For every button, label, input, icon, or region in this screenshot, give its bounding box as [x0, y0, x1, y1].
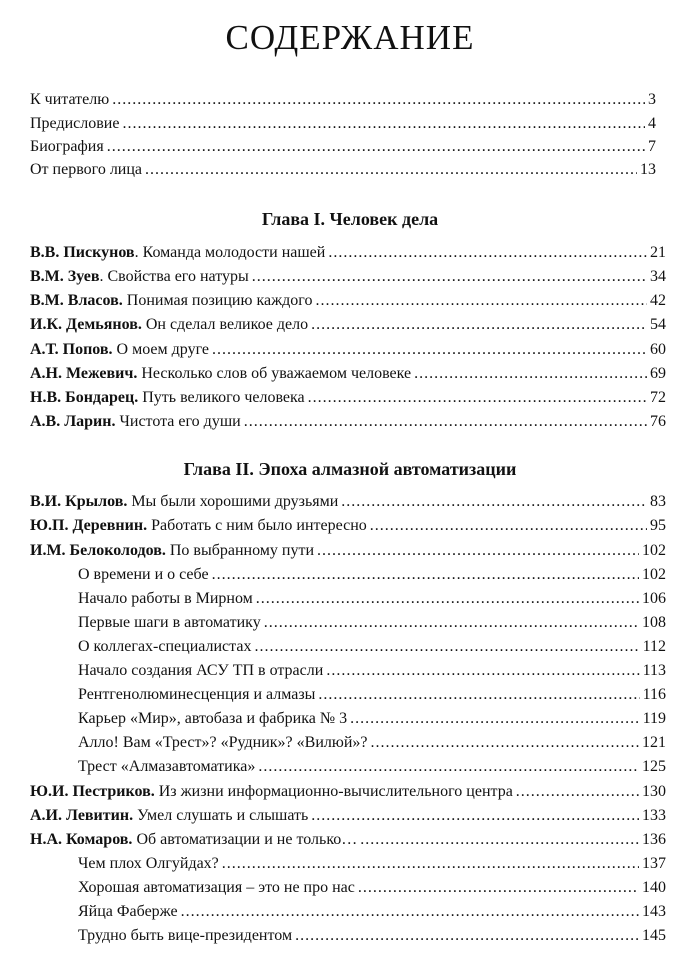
entry-label: [30, 266, 249, 288]
entry-label: [30, 314, 308, 336]
toc-entry: [0, 387, 700, 409]
dot-leader: [122, 113, 645, 135]
entry-title: Биография: [30, 138, 104, 155]
entry-title: К читателю: [30, 91, 110, 108]
entry-author: И.М. Белоколодов.: [30, 542, 166, 559]
entry-title: Из жизни информационно-вычислительного центра: [154, 783, 513, 800]
entry-label: [30, 89, 109, 111]
toc-entry: [0, 684, 700, 706]
entry-label: [30, 829, 357, 851]
dot-leader: [112, 89, 645, 111]
toc-entry: [0, 266, 700, 288]
dot-leader: [212, 339, 647, 361]
page-number: 21: [650, 244, 666, 261]
dot-leader: [181, 901, 639, 923]
entry-label: [78, 660, 323, 682]
page-number: 102: [642, 566, 666, 583]
entry-label: [78, 925, 292, 947]
entry-label: [78, 588, 253, 610]
dot-leader: [328, 242, 647, 264]
chapter-heading: Глава II. Эпоха алмазной автоматизации: [183, 459, 517, 479]
entry-label: [30, 339, 209, 361]
entry-title: Карьер «Мир», автобаза и фабрика № 3: [78, 710, 348, 727]
entry-title: Чистота его души: [115, 413, 241, 430]
entry-title: Мы были хорошими друзьями: [127, 493, 339, 510]
entry-title: Трудно быть вице-президентом: [78, 927, 293, 944]
dot-leader: [244, 411, 647, 433]
page-number: 95: [650, 517, 666, 534]
page-number: 143: [642, 903, 666, 920]
dot-leader: [350, 708, 640, 730]
toc-entry: [0, 290, 700, 312]
toc-entry: [0, 853, 700, 875]
dot-leader: [370, 732, 639, 754]
toc-entry: [0, 781, 700, 803]
toc-entry: [0, 708, 700, 730]
entry-title: Понимая позицию каждого: [122, 292, 313, 309]
entry-author: А.Н. Межевич.: [30, 365, 138, 382]
entry-author: В.И. Крылов.: [30, 493, 128, 510]
page-number: 7: [648, 138, 656, 155]
entry-label: [30, 242, 325, 264]
entry-title: Яйца Фаберже: [78, 903, 178, 920]
dot-leader: [256, 588, 639, 610]
entry-author: В.В. Пискунов: [30, 244, 135, 261]
entry-title: Алло! Вам «Трест»? «Рудник»? «Вилюй»?: [78, 734, 368, 751]
toc-entry: [0, 925, 700, 947]
entry-author: А.Т. Попов.: [30, 341, 113, 358]
page-number: 133: [642, 807, 666, 824]
dot-leader: [107, 136, 645, 158]
dot-leader: [414, 363, 647, 385]
page-number: 76: [650, 413, 666, 430]
page-number: 145: [642, 927, 666, 944]
entry-author: В.М. Власов.: [30, 292, 123, 309]
page-title: СОДЕРЖАНИЕ: [225, 18, 475, 57]
entry-label: [78, 853, 219, 875]
entry-label: [30, 136, 104, 158]
toc-entry: [0, 89, 700, 111]
entry-title: . Команда молодости нашей: [134, 244, 326, 261]
chapter-heading: Глава I. Человек дела: [261, 209, 439, 229]
entry-label: [30, 363, 411, 385]
entry-author: Н.В. Бондарец.: [30, 389, 139, 406]
toc-entry: [0, 159, 700, 181]
entry-title: Предисловие: [30, 115, 120, 132]
entry-label: [30, 411, 241, 433]
page-number: 136: [642, 831, 666, 848]
entry-label: [78, 732, 367, 754]
toc-entry: [0, 732, 700, 754]
toc-entry: [0, 491, 700, 513]
entry-title: Первые шаги в автоматику: [78, 614, 261, 631]
toc-entry: [0, 136, 700, 158]
page-number: 102: [642, 542, 666, 559]
entry-title: От первого лица: [30, 161, 143, 178]
page-number: 13: [640, 161, 656, 178]
entry-title: Начало работы в Мирном: [78, 590, 253, 607]
toc-entry: [0, 877, 700, 899]
page-number: 34: [650, 268, 666, 285]
entry-label: [78, 684, 315, 706]
entry-title: О коллегах-специалистах: [78, 638, 252, 655]
entry-title: Работать с ним было интересно: [147, 517, 367, 534]
page-number: 130: [642, 783, 666, 800]
entry-title: Трест «Алмазавтоматика»: [78, 758, 256, 775]
dot-leader: [264, 612, 639, 634]
page-number: 116: [642, 686, 666, 703]
entry-label: [30, 290, 312, 312]
entry-label: [78, 877, 355, 899]
toc-entry: [0, 339, 700, 361]
dot-leader: [318, 684, 639, 706]
dot-leader: [295, 925, 639, 947]
entry-label: [30, 805, 308, 827]
entry-author: Ю.П. Деревнин.: [30, 517, 148, 534]
page-number: 140: [642, 879, 666, 896]
dot-leader: [222, 853, 639, 875]
dot-leader: [326, 660, 639, 682]
entry-author: В.М. Зуев: [30, 268, 100, 285]
entry-label: [30, 113, 119, 135]
entry-title: Несколько слов об уважаемом человеке: [137, 365, 412, 382]
dot-leader: [308, 387, 647, 409]
entry-label: [30, 781, 513, 803]
dot-leader: [258, 756, 639, 778]
entry-title: Хорошая автоматизация – это не про нас: [78, 879, 355, 896]
dot-leader: [254, 636, 639, 658]
toc-entry: [0, 540, 700, 562]
toc-entry: [0, 242, 700, 264]
entry-label: [30, 491, 338, 513]
toc-entry: [0, 113, 700, 135]
entry-title: Начало создания АСУ ТП в отрасли: [78, 662, 324, 679]
dot-leader: [360, 829, 639, 851]
dot-leader: [315, 290, 647, 312]
dot-leader: [311, 805, 639, 827]
entry-title: О моем друге: [112, 341, 210, 358]
toc-entry: [0, 612, 700, 634]
toc-entry: [0, 660, 700, 682]
entry-author: Н.А. Комаров.: [30, 831, 133, 848]
entry-author: А.И. Левитин.: [30, 807, 134, 824]
entry-label: [78, 708, 347, 730]
page-number: 137: [642, 855, 666, 872]
page-number: 121: [642, 734, 666, 751]
page-number: 69: [650, 365, 666, 382]
page-number: 42: [650, 292, 666, 309]
entry-title: Путь великого человека: [138, 389, 305, 406]
dot-leader: [341, 491, 647, 513]
entry-title: . Свойства его натуры: [99, 268, 249, 285]
page-number: 4: [648, 115, 656, 132]
entry-label: [78, 564, 209, 586]
entry-author: Ю.И. Пестриков.: [30, 783, 155, 800]
entry-label: [78, 636, 251, 658]
page-number: 60: [650, 341, 666, 358]
entry-label: [30, 515, 367, 537]
dot-leader: [370, 515, 647, 537]
page-number: 119: [642, 710, 666, 727]
toc-entry: [0, 314, 700, 336]
toc-entry: [0, 805, 700, 827]
page-number: 112: [642, 638, 666, 655]
entry-label: [30, 387, 305, 409]
page-number: 3: [648, 91, 656, 108]
toc-entry: [0, 636, 700, 658]
toc-entry: [0, 829, 700, 851]
entry-title: Об автоматизации и не только…: [132, 831, 358, 848]
entry-label: [78, 756, 255, 778]
toc-entry: [0, 564, 700, 586]
dot-leader: [311, 314, 647, 336]
entry-label: [30, 540, 314, 562]
entry-author: И.К. Демьянов.: [30, 316, 142, 333]
page-number: 83: [650, 493, 666, 510]
toc-entry: [0, 515, 700, 537]
page-number: 72: [650, 389, 666, 406]
dot-leader: [358, 877, 639, 899]
toc-entry: [0, 901, 700, 923]
entry-label: [78, 901, 178, 923]
entry-title: Он сделал великое дело: [141, 316, 309, 333]
entry-title: О времени и о себе: [78, 566, 209, 583]
entry-author: А.В. Ларин.: [30, 413, 116, 430]
page-number: 113: [642, 662, 666, 679]
entry-label: [78, 612, 261, 634]
toc-entry: [0, 411, 700, 433]
dot-leader: [252, 266, 647, 288]
dot-leader: [516, 781, 639, 803]
dot-leader: [212, 564, 639, 586]
page-number: 106: [642, 590, 666, 607]
entry-label: [30, 159, 142, 181]
page-number: 108: [642, 614, 666, 631]
toc-entry: [0, 756, 700, 778]
dot-leader: [317, 540, 639, 562]
toc-entry: [0, 363, 700, 385]
dot-leader: [145, 159, 637, 181]
page-number: 54: [650, 316, 666, 333]
entry-title: Чем плох Олгуйдах?: [78, 855, 219, 872]
entry-title: Умел слушать и слышать: [133, 807, 309, 824]
toc-entry: [0, 588, 700, 610]
page-number: 125: [642, 758, 666, 775]
entry-title: Рентгенолюминесценция и алмазы: [78, 686, 316, 703]
entry-title: По выбранному пути: [165, 542, 315, 559]
